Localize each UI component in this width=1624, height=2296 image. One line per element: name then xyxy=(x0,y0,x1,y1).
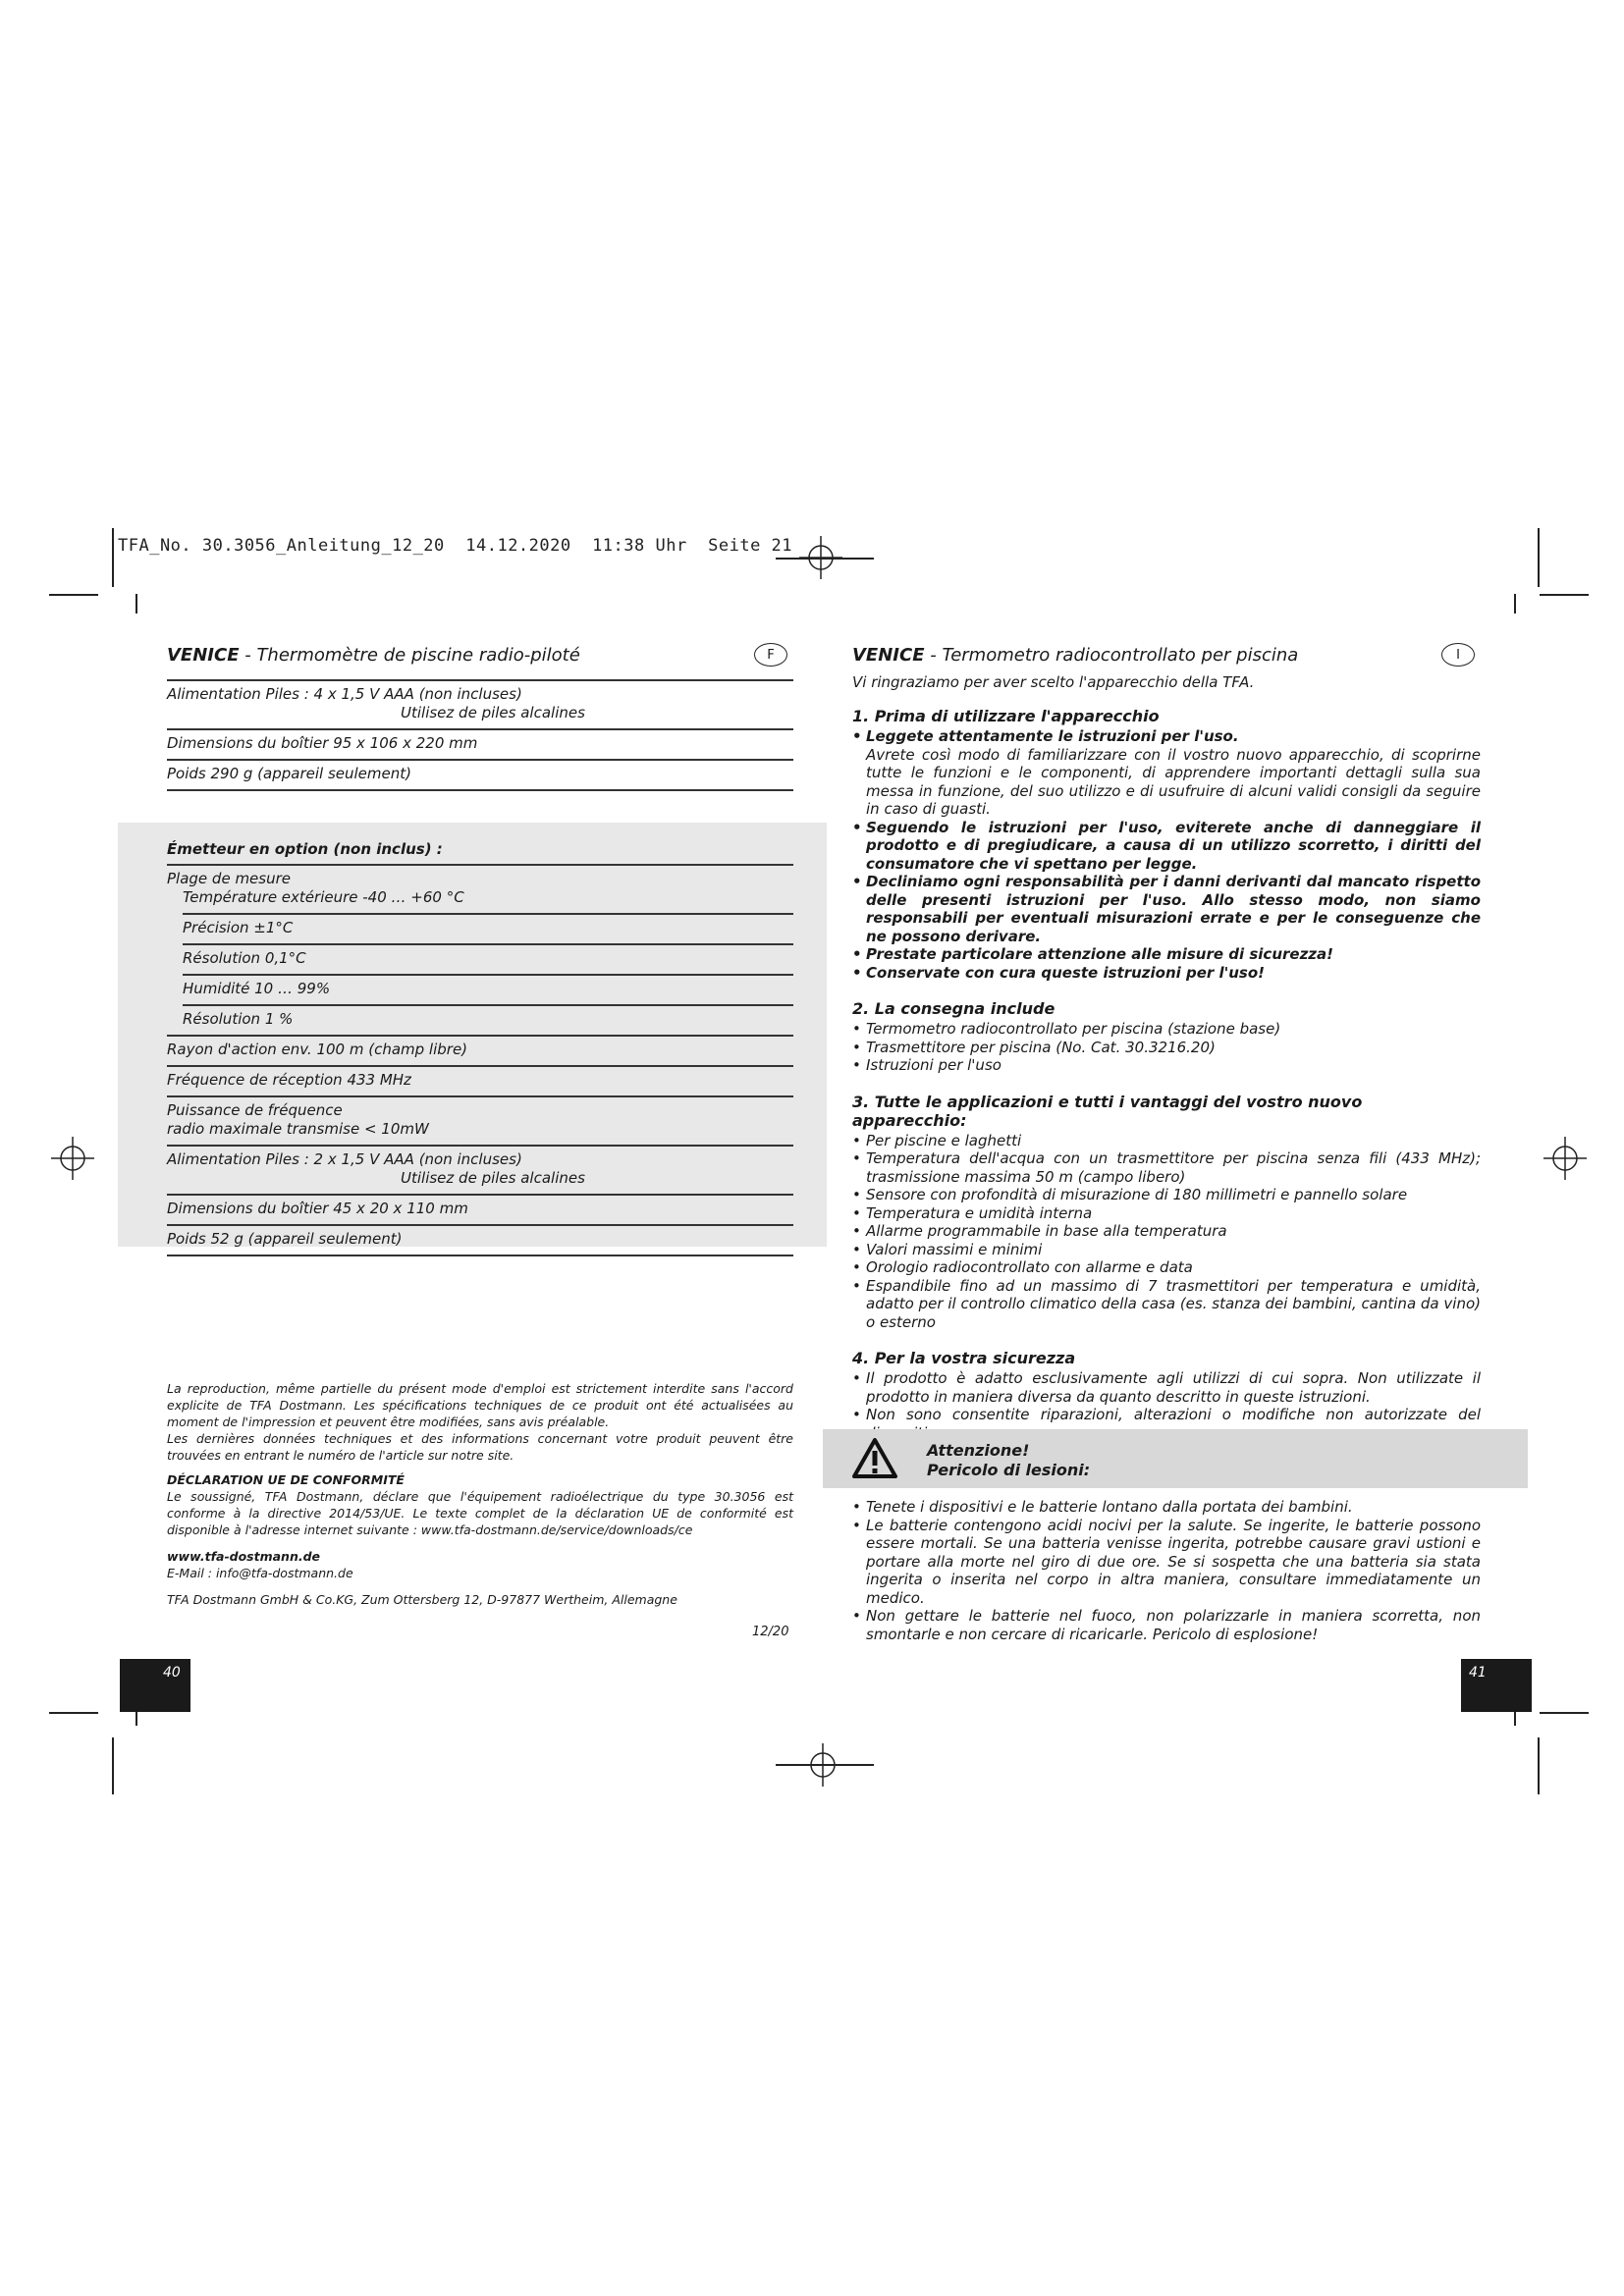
spec-row: Plage de mesure Température extérieure -40 … +60 °C xyxy=(167,864,793,913)
spec-row: Puissance de fréquence radio maximale transmise < 10mW xyxy=(167,1095,793,1145)
intro-text: Vi ringraziamo per aver scelto l'apparecchio della TFA. xyxy=(852,673,1255,691)
section-2-heading: 2. La consegna include xyxy=(852,999,1056,1018)
legal-footer xyxy=(167,1380,793,1608)
crop-mark xyxy=(135,1712,137,1726)
list-item: • Espandibile fino ad un massimo di 7 trasmettitori per temperatura e umidità, adatto per il controllo climatico della casa (es. stanza dei bambini, cantina da vino) o esterno xyxy=(852,1277,1481,1332)
lang-badge-i: I xyxy=(1441,643,1475,667)
crop-mark xyxy=(112,1737,114,1794)
print-code: 12/20 xyxy=(752,1625,789,1639)
copyright-notice: La reproduction, même partielle du présent mode d'emploi est strictement interdite sans l'accord explicite de TFA Dostmann. Les spécifications techniques de ce produit ont été actualisées au moment de l'impression et peuvent être modifiées, sans avis préalable. xyxy=(167,1381,793,1429)
spec-row: Dimensions du boîtier 45 x 20 x 110 mm xyxy=(167,1194,793,1224)
page-number-right: 41 xyxy=(1461,1659,1532,1712)
list-item: • Seguendo le istruzioni per l'uso, eviterete anche di danneggiare il prodotto e di pregiudicare, a causa di un utilizzo scorretto, i diritti del consumatore che vi spettano per legge. xyxy=(852,819,1481,874)
list-item: • Leggete attentamente le istruzioni per l'uso. Avrete così modo di familiarizzare con il vostro nuovo apparecchio, di scoprirne tutte le funzioni e le componenti, di apprendere importanti dettagli sulla sua messa in funzione, del suo utilizzo e di usufruire di alcuni validi consigli da seguire in caso di guasti. xyxy=(852,727,1481,819)
registration-mark-left xyxy=(51,1137,94,1180)
declaration-title: DÉCLARATION UE DE CONFORMITÉ xyxy=(167,1472,405,1487)
list-item: • Non gettare le batterie nel fuoco, non polarizzarle in maniera scorretta, non smontarle e non cercare di ricaricarle. Pericolo di esplosione! xyxy=(852,1607,1481,1643)
declaration-text: Le soussigné, TFA Dostmann, déclare que l'équipement radioélectrique du type 30.3056 est conforme à la directive 2014/53/UE. Le texte complet de la déclaration UE de conformité est disponible à l'adresse internet suivante : www.tfa-dostmann.de/service/downloads/ce xyxy=(167,1489,793,1537)
crop-mark xyxy=(1540,1712,1589,1714)
crop-mark xyxy=(135,594,137,614)
print-slug: TFA_No. 30.3056_Anleitung_12_20 14.12.2020 11:38 Uhr Seite 21 xyxy=(118,536,793,556)
spec-row: Poids 52 g (appareil seulement) xyxy=(167,1224,793,1255)
section-2-list xyxy=(852,1020,1481,1075)
crop-mark xyxy=(1514,1712,1516,1726)
update-notice: Les dernières données techniques et des informations concernant votre produit peuvent être trouvées en entrant le numéro de l'article sur notre site. xyxy=(167,1431,793,1463)
crop-mark xyxy=(1540,594,1589,596)
list-item: • Temperatura dell'acqua con un trasmettitore per piscina senza fili (433 MHz); trasmissione massima 50 m (campo libero) xyxy=(852,1149,1481,1186)
list-item: • Le batterie contengono acidi nocivi per la salute. Se ingerite, le batterie possono essere mortali. Se una batteria venisse ingerita, potrebbe causare gravi ustioni e portare alla morte nel giro di due ore. Se si sospetta che una batteria sia stata ingerita o inserita nel corpo in altra maniera, consultare immediatamente un medico. xyxy=(852,1517,1481,1608)
section-1-list xyxy=(852,727,1481,982)
right-title-row xyxy=(852,640,1481,669)
crop-mark xyxy=(1538,528,1540,587)
crop-mark xyxy=(1538,1737,1540,1794)
list-item: • Sensore con profondità di misurazione di 180 millimetri e pannello solare xyxy=(852,1186,1481,1204)
right-page xyxy=(852,640,1481,1442)
spec-row: Résolution 1 % xyxy=(183,1004,793,1035)
spec-row: Fréquence de réception 433 MHz xyxy=(167,1065,793,1095)
left-page xyxy=(167,640,793,791)
list-item: • Trasmettitore per piscina (No. Cat. 30.3216.20) xyxy=(852,1039,1481,1057)
crop-mark xyxy=(776,1764,874,1766)
left-title: VENICE - Thermomètre de piscine radio-piloté xyxy=(167,644,580,666)
spec-row: Humidité 10 … 99% xyxy=(183,974,793,1004)
list-item: • Per piscine e laghetti xyxy=(852,1132,1481,1150)
spec-row: Résolution 0,1°C xyxy=(183,943,793,974)
list-item: • Decliniamo ogni responsabilità per i danni derivanti dal mancato rispetto delle presenti istruzioni per l'uso. Allo stesso modo, non siamo responsabili per eventuali misurazioni errate e per le conseguenze che ne possono derivare. xyxy=(852,873,1481,945)
crop-mark xyxy=(49,594,98,596)
list-item: • Prestate particolare attenzione alle misure di sicurezza! xyxy=(852,945,1481,964)
list-item: • Allarme programmabile in base alla temperatura xyxy=(852,1222,1481,1241)
list-item: • Valori massimi e minimi xyxy=(852,1241,1481,1259)
website-link[interactable]: www.tfa-dostmann.de xyxy=(167,1549,321,1564)
crop-mark xyxy=(112,528,114,587)
crop-mark xyxy=(49,1712,98,1714)
list-item: • Il prodotto è adatto esclusivamente agli utilizzi di cui sopra. Non utilizzate il prodotto in maniera diversa da quanto descritto in queste istruzioni. xyxy=(852,1369,1481,1406)
list-item: • Orologio radiocontrollato con allarme e data xyxy=(852,1258,1481,1277)
email-link[interactable]: E-Mail : info@tfa-dostmann.de xyxy=(167,1566,353,1580)
list-item: • Termometro radiocontrollato per piscina (stazione base) xyxy=(852,1020,1481,1039)
left-title-row xyxy=(167,640,793,669)
section-3-list xyxy=(852,1132,1481,1332)
page-number-left: 40 xyxy=(120,1659,190,1712)
section-3-heading: 3. Tutte le applicazioni e tutti i vantaggi del vostro nuovo apparecchio: xyxy=(852,1092,1363,1130)
transmitter-heading: Émetteur en option (non inclus) : xyxy=(167,840,443,858)
list-item: • Non sono consentite riparazioni, alterazioni o modifiche non autorizzate del xyxy=(852,1406,1481,1442)
warning-triangle-icon xyxy=(852,1437,897,1478)
warning-title: Attenzione! Pericolo di lesioni: xyxy=(927,1441,1091,1479)
transmitter-box xyxy=(118,823,827,1247)
list-item: • Conservate con cura queste istruzioni per l'uso! xyxy=(852,964,1481,983)
spec-row: Alimentation Piles : 2 x 1,5 V AAA (non incluses) Utilisez de piles alcalines xyxy=(167,1145,793,1194)
section-4-heading: 4. Per la vostra sicurezza xyxy=(852,1349,1076,1367)
spec-row: Alimentation Piles : 4 x 1,5 V AAA (non incluses) Utilisez de piles alcalines xyxy=(167,679,793,728)
registration-mark-right xyxy=(1543,1137,1587,1180)
company-address: TFA Dostmann GmbH & Co.KG, Zum Ottersberg 12, D-97877 Wertheim, Allemagne xyxy=(167,1592,677,1607)
warning-list xyxy=(852,1498,1481,1643)
right-title: VENICE - Termometro radiocontrollato per piscina xyxy=(852,644,1299,666)
list-item: • Tenete i dispositivi e le batterie lontano dalla portata dei bambini. xyxy=(852,1498,1481,1517)
spec-row: Précision ±1°C xyxy=(183,913,793,943)
warning-box xyxy=(823,1429,1528,1488)
list-item: • Temperatura e umidità interna xyxy=(852,1204,1481,1223)
lang-badge-f: F xyxy=(754,643,787,667)
spec-row: Dimensions du boîtier 95 x 106 x 220 mm xyxy=(167,728,793,759)
crop-mark xyxy=(1514,594,1516,614)
section-1-heading: 1. Prima di utilizzare l'apparecchio xyxy=(852,707,1160,725)
crop-mark xyxy=(776,558,874,560)
warning-list-container xyxy=(852,1498,1481,1643)
spec-row: Rayon d'action env. 100 m (champ libre) xyxy=(167,1035,793,1065)
list-item: • Istruzioni per l'uso xyxy=(852,1056,1481,1075)
spec-row: Poids 290 g (appareil seulement) xyxy=(167,759,793,789)
